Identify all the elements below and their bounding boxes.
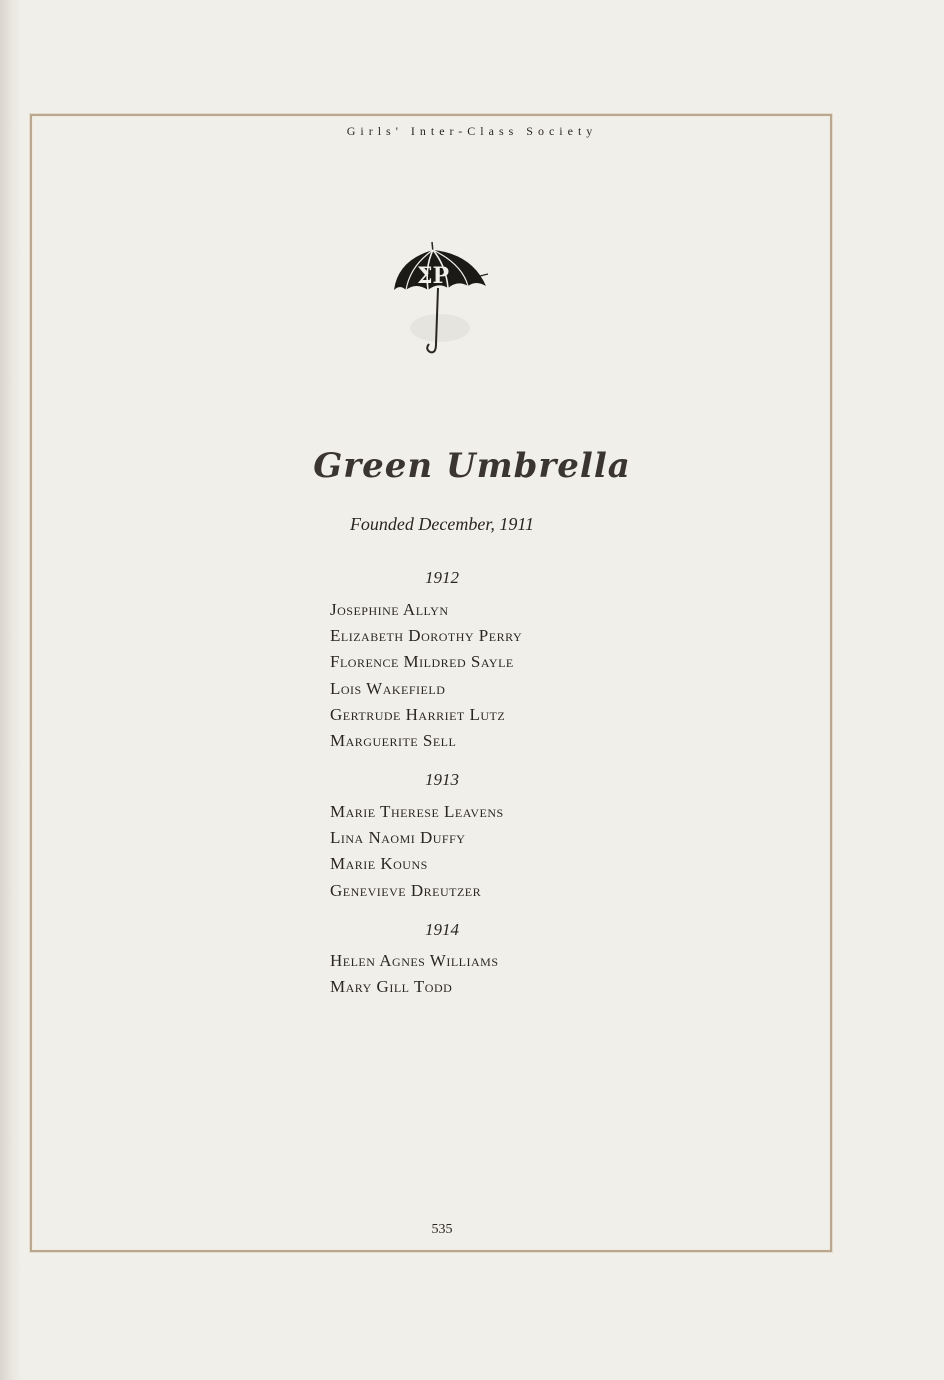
member-list-1913 (330, 799, 690, 904)
page-binding-shadow (0, 0, 22, 1380)
member-list-1912 (330, 597, 690, 754)
member-name: Lina Naomi Duffy (330, 828, 466, 848)
member-name: Marie Kouns (330, 854, 428, 874)
page-number: 535 (431, 1222, 453, 1237)
founded-date: Founded December, 1911 (349, 514, 535, 534)
running-head: Girls' Inter-Class Society (346, 124, 598, 138)
member-name: Lois Wakefield (330, 678, 446, 698)
member-name: Florence Mildred Sayle (330, 652, 514, 672)
society-title: Green Umbrella (313, 446, 631, 486)
green-umbrella-pin-icon (380, 236, 500, 366)
member-name: Mary Gill Todd (330, 977, 453, 997)
member-name: Marie Therese Leavens (330, 802, 504, 821)
member-name: Helen Agnes Williams (330, 951, 499, 970)
member-name: Genevieve Dreutzer (330, 880, 482, 900)
member-name: Gertrude Harriet Lutz (330, 704, 506, 724)
class-year-1912: 1912 (425, 568, 459, 587)
member-name: Elizabeth Dorothy Perry (330, 626, 523, 646)
member-list-1914 (330, 948, 690, 1000)
member-name: Marguerite Sell (330, 731, 457, 751)
emblem-letters: ΣP (416, 263, 450, 289)
class-year-1914: 1914 (425, 920, 459, 939)
class-year-1913: 1913 (425, 770, 459, 789)
member-name: Josephine Allyn (330, 600, 449, 619)
